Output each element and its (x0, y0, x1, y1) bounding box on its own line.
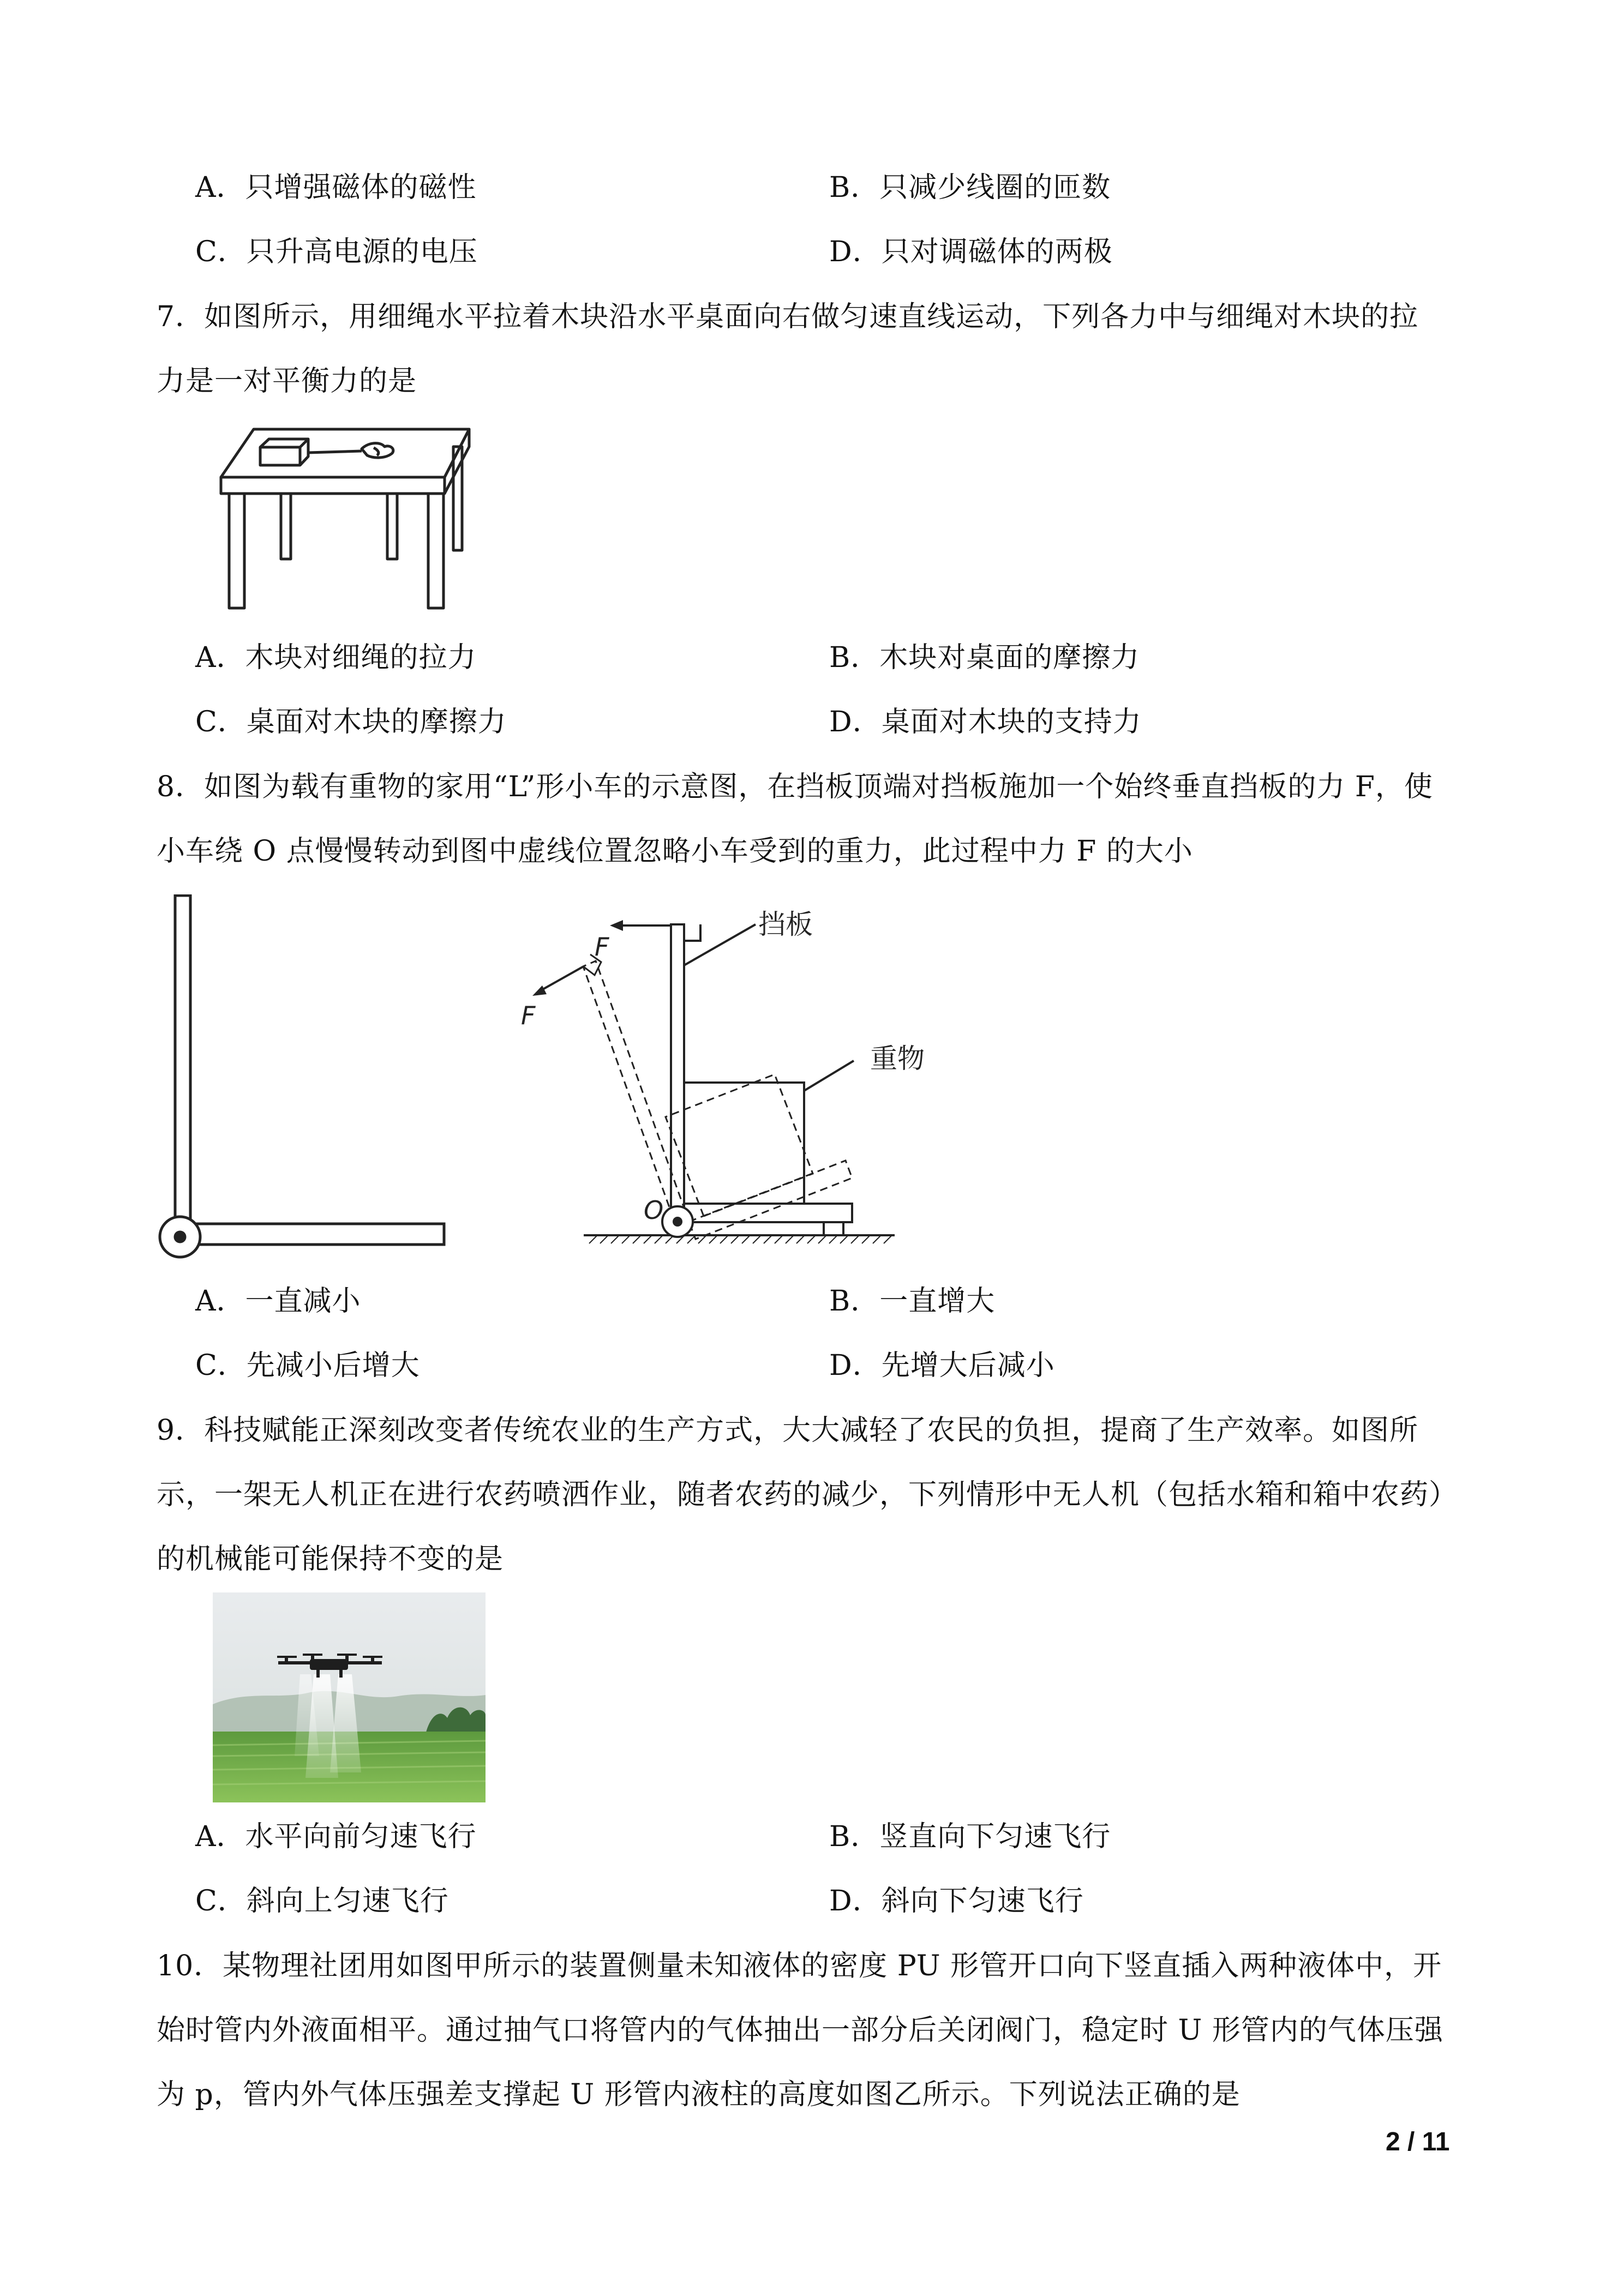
q9-option-d: D．斜向下匀速飞行 (829, 1885, 1084, 1918)
q8-label-force-tilted: F (521, 1001, 536, 1030)
q7-table-figure (210, 423, 477, 614)
q6-option-d: D．只对调磁体的两极 (829, 236, 1113, 268)
q8-l-cart-figure (155, 894, 456, 1265)
q7-stem-line2: 力是一对平衡力的是 (157, 365, 417, 398)
q7-stem-line1: 7．如图所示，用细绳水平拉着木块沿水平桌面向右做匀速直线运动，下列各力中与细绳对木块的拉 (157, 300, 1419, 333)
q8-label-weight: 重物 (870, 1043, 925, 1074)
q7-option-c: C．桌面对木块的摩擦力 (195, 706, 507, 738)
q8-rotation-figure (464, 894, 955, 1265)
q8-option-c: C．先减小后增大 (195, 1349, 420, 1382)
q10-stem-line1: 10．某物理社团用如图甲所示的装置侧量未知液体的密度 PU 形管开口向下竖直插入两种液体中，开 (157, 1950, 1442, 1982)
q9-option-c: C．斜向上匀速飞行 (195, 1885, 449, 1918)
q8-label-baffle: 挡板 (758, 909, 813, 940)
q9-drone-photo (213, 1592, 486, 1802)
q7-option-d: D．桌面对木块的支持力 (829, 706, 1142, 738)
q8-option-b: B．一直增大 (829, 1285, 996, 1318)
q9-option-b: B．竖直向下匀速飞行 (829, 1820, 1111, 1853)
q6-option-b: B．只减少线圈的匝数 (829, 171, 1111, 204)
q10-stem-line2: 始时管内外液面相平。通过抽气口将管内的气体抽出一部分后关闭阀门，稳定时 U 形管内的气体压强 (157, 2014, 1443, 2047)
q9-option-a: A．水平向前匀速飞行 (195, 1820, 477, 1853)
q8-label-force-top: F (595, 932, 609, 961)
q7-option-a: A．木块对细绳的拉力 (195, 641, 477, 674)
q8-stem-line1: 8．如图为载有重物的家用“L”形小车的示意图，在挡板顶端对挡板施加一个始终垂直挡板的力 F，使 (157, 771, 1433, 803)
q9-stem-line1: 9．科技赋能正深刻改变者传统农业的生产方式，大大减轻了农民的负担，提商了生产效率。如图所 (157, 1414, 1419, 1447)
q6-option-a: A．只增强磁体的磁性 (195, 171, 477, 204)
q8-option-d: D．先增大后减小 (829, 1349, 1055, 1382)
q7-option-b: B．木块对桌面的摩擦力 (829, 641, 1140, 674)
q8-option-a: A．一直减小 (195, 1285, 361, 1318)
q9-stem-line3: 的机械能可能保持不变的是 (157, 1543, 504, 1576)
q6-option-c: C．只升高电源的电压 (195, 236, 478, 268)
page-number: 2 / 11 (1386, 2127, 1450, 2156)
q10-stem-line3: 为 p，管内外气体压强差支撑起 U 形管内液柱的高度如图乙所示。下列说法正确的是 (157, 2078, 1241, 2111)
q8-label-pivot: O (644, 1195, 664, 1225)
q8-stem-line2: 小车绕 O 点慢慢转动到图中虚线位置忽略小车受到的重力，此过程中力 F 的大小 (157, 835, 1193, 868)
q9-stem-line2: 示，一架无人机正在进行农药喷洒作业，随者农药的减少，下列情形中无人机（包括水箱和箱中农药） (157, 1478, 1458, 1511)
